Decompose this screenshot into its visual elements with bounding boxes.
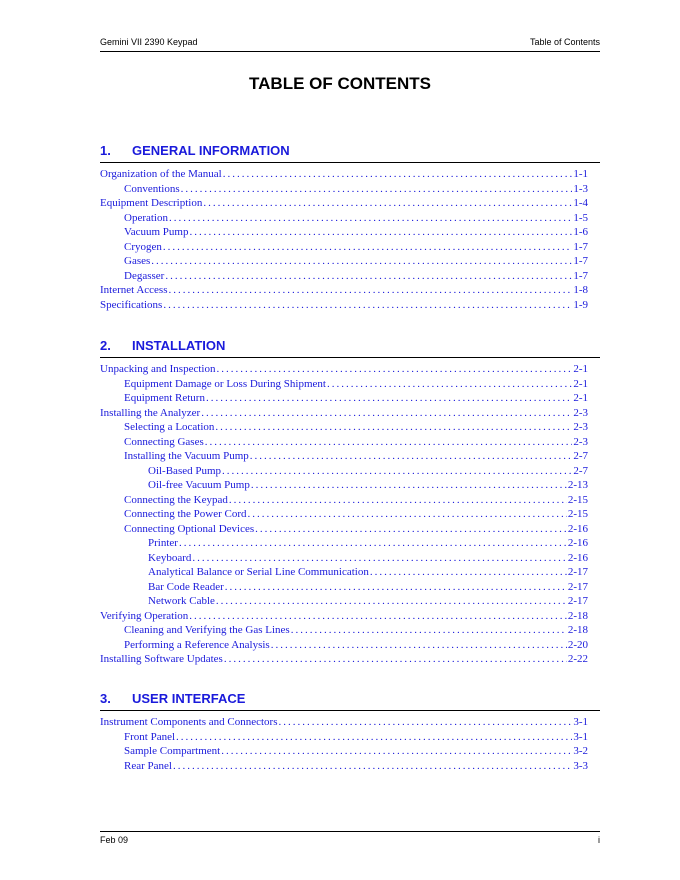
toc-dot-leader (255, 522, 567, 537)
toc-entry[interactable] (100, 225, 600, 240)
toc-dot-leader (205, 435, 573, 450)
section-general-information (100, 143, 600, 312)
toc-dot-leader (206, 391, 572, 406)
toc-dot-leader (169, 283, 573, 298)
toc-entry[interactable] (100, 759, 600, 774)
footer-page-number: i (598, 835, 600, 845)
toc-dot-leader (203, 196, 572, 211)
toc-entry-label: Operation (124, 211, 168, 224)
toc-entry-label: Installing Software Updates (100, 653, 223, 665)
toc-dot-leader (271, 638, 567, 653)
toc-dot-leader (250, 449, 573, 464)
toc-entry-label: Oil-Based Pump (148, 464, 222, 477)
toc-entry[interactable] (100, 638, 600, 653)
toc-entry-label: Vacuum Pump (124, 226, 189, 238)
toc-entry-label: Degasser (124, 269, 165, 282)
toc-entry[interactable] (100, 522, 600, 537)
toc-entry-label: Organization of the Manual (100, 168, 222, 180)
toc-entry[interactable] (100, 580, 600, 595)
toc-entry-page: 2-15 (567, 508, 588, 520)
toc-dot-leader (151, 254, 572, 269)
page-title: TABLE OF CONTENTS (249, 74, 431, 93)
toc-entry-page: 1-7 (573, 255, 588, 267)
toc-entry-page: 2-17 (567, 595, 588, 607)
toc-entry-label: Network Cable (148, 595, 215, 607)
toc-entry-page: 1-7 (573, 269, 588, 282)
toc-entry[interactable] (100, 182, 600, 197)
section-user-interface (100, 691, 600, 773)
toc-entry[interactable] (100, 609, 600, 624)
toc-dot-leader (248, 507, 567, 522)
toc-entry-label: Printer (148, 537, 178, 549)
toc-entry[interactable] (100, 269, 600, 284)
section-number: 3. (100, 691, 111, 706)
toc-entry-page: 2-3 (573, 406, 588, 419)
toc-dot-leader (163, 240, 572, 255)
toc-entry[interactable] (100, 744, 600, 759)
footer-date: Feb 09 (100, 835, 129, 845)
toc-entry[interactable] (100, 391, 600, 406)
section-title: GENERAL INFORMATION (132, 143, 290, 158)
toc-dot-leader (173, 759, 572, 774)
section-heading (100, 143, 600, 163)
toc-entry-label: Front Panel (124, 730, 176, 743)
toc-dot-leader (192, 551, 566, 566)
toc-dot-leader (189, 609, 567, 624)
toc-entry-page: 1-3 (573, 182, 588, 195)
section-heading (100, 691, 600, 711)
toc-entry-page: 2-3 (573, 435, 588, 448)
toc-entry-label: Sample Compartment (124, 745, 221, 757)
toc-dot-leader (251, 478, 567, 493)
toc-entry[interactable] (100, 196, 600, 211)
toc-entry-page: 2-1 (573, 377, 588, 390)
toc-entry-page: 3-1 (573, 716, 588, 728)
toc-entry[interactable] (100, 715, 600, 730)
toc-entry-page: 1-6 (573, 226, 588, 238)
section-number: 2. (100, 338, 111, 353)
toc-entry-page: 2-15 (567, 493, 588, 506)
toc-entry[interactable] (100, 240, 600, 255)
toc-entry-label: Internet Access (100, 284, 168, 296)
toc-entry-page: 3-1 (573, 730, 588, 743)
header-section-title: Table of Contents (529, 37, 600, 47)
toc-dot-leader (176, 730, 572, 745)
toc-entry-label: Performing a Reference Analysis (124, 638, 270, 651)
toc-entry[interactable] (100, 478, 600, 493)
toc-entry-label: Instrument Components and Connectors (100, 716, 278, 728)
toc-entry-label: Conventions (124, 182, 180, 195)
toc-list (100, 715, 600, 773)
toc-dot-leader (222, 464, 572, 479)
toc-entry-page: 1-7 (573, 240, 588, 253)
section-title: INSTALLATION (132, 338, 226, 353)
toc-entry-page: 3-2 (573, 745, 588, 757)
section-installation (100, 338, 600, 667)
toc-entry[interactable] (100, 507, 600, 522)
toc-entry-label: Equipment Damage or Loss During Shipment (124, 377, 326, 390)
toc-entry-label: Selecting a Location (124, 421, 215, 433)
toc-dot-leader (221, 744, 572, 759)
toc-list (100, 362, 600, 667)
toc-dot-leader (215, 420, 572, 435)
toc-dot-leader (279, 715, 573, 730)
toc-entry[interactable] (100, 420, 600, 435)
toc-entry[interactable] (100, 623, 600, 638)
toc-dot-leader (291, 623, 567, 638)
toc-dot-leader (370, 565, 567, 580)
toc-entry[interactable] (100, 652, 600, 667)
toc-dot-leader (327, 377, 572, 392)
toc-entry-page: 2-3 (573, 421, 588, 433)
toc-entry-page: 2-18 (567, 624, 588, 636)
toc-entry-label: Connecting the Power Cord (124, 508, 247, 520)
toc-entry-page: 2-1 (573, 392, 588, 404)
toc-entry[interactable] (100, 377, 600, 392)
toc-entry[interactable] (100, 167, 600, 182)
toc-entry-page: 2-20 (567, 638, 588, 651)
toc-entry[interactable] (100, 298, 600, 313)
section-title: USER INTERFACE (132, 691, 246, 706)
toc-dot-leader (216, 362, 572, 377)
toc-entry-label: Gases (124, 255, 151, 267)
toc-entry-page: 2-7 (573, 464, 588, 477)
toc-entry[interactable] (100, 435, 600, 450)
toc-entry-page: 1-1 (573, 168, 588, 180)
toc-entry-label: Keyboard (148, 551, 192, 564)
toc-entry-page: 3-3 (573, 759, 588, 772)
toc-dot-leader (189, 225, 572, 240)
toc-entry[interactable] (100, 406, 600, 421)
toc-entry[interactable] (100, 493, 600, 508)
toc-entry-label: Connecting Optional Devices (124, 522, 255, 535)
toc-entry-label: Analytical Balance or Serial Line Communication (148, 566, 369, 578)
toc-entry[interactable] (100, 362, 600, 377)
toc-entry-label: Equipment Description (100, 197, 203, 209)
section-heading (100, 338, 600, 358)
toc-entry-page: 2-22 (567, 653, 588, 665)
toc-entry-label: Installing the Vacuum Pump (124, 450, 249, 462)
toc-entry-page: 2-17 (567, 580, 588, 593)
toc-list (100, 167, 600, 312)
toc-entry[interactable] (100, 211, 600, 226)
toc-entry-page: 1-9 (573, 298, 588, 311)
toc-entry-label: Connecting the Keypad (124, 493, 228, 506)
toc-entry-label: Verifying Operation (100, 609, 189, 622)
toc-dot-leader (181, 182, 573, 197)
toc-dot-leader (163, 298, 572, 313)
toc-entry-page: 2-18 (567, 609, 588, 622)
toc-dot-leader (169, 211, 572, 226)
toc-entry[interactable] (100, 551, 600, 566)
toc-entry-label: Unpacking and Inspection (100, 363, 216, 375)
page-footer (100, 831, 600, 845)
toc-entry-label: Cleaning and Verifying the Gas Lines (124, 624, 290, 636)
toc-entry-label: Cryogen (124, 240, 162, 253)
toc-entry-page: 1-4 (573, 197, 588, 209)
toc-entry[interactable] (100, 730, 600, 745)
toc-entry-label: Oil-free Vacuum Pump (148, 479, 250, 491)
toc-entry-page: 2-1 (573, 363, 588, 375)
toc-dot-leader (165, 269, 572, 284)
toc-entry[interactable] (100, 536, 600, 551)
toc-entry[interactable] (100, 283, 600, 298)
toc-entry-page: 1-5 (573, 211, 588, 224)
toc-dot-leader (225, 580, 567, 595)
toc-entry-page: 1-8 (573, 284, 588, 296)
toc-entry-label: Connecting Gases (124, 435, 204, 448)
toc-entry-label: Equipment Return (124, 392, 205, 404)
header-document-title: Gemini VII 2390 Keypad (100, 37, 198, 47)
toc-entry-label: Rear Panel (124, 759, 172, 772)
toc-entry[interactable] (100, 254, 600, 269)
toc-entry-label: Specifications (100, 298, 163, 311)
toc-entry-label: Bar Code Reader (148, 580, 224, 593)
toc-entry[interactable] (100, 464, 600, 479)
toc-entry-label: Installing the Analyzer (100, 406, 201, 419)
page-header (100, 37, 600, 52)
toc-dot-leader (224, 652, 567, 667)
toc-dot-leader (179, 536, 567, 551)
section-number: 1. (100, 143, 111, 158)
toc-entry-page: 2-17 (567, 566, 588, 578)
toc-dot-leader (201, 406, 572, 421)
toc-entry[interactable] (100, 594, 600, 609)
toc-dot-leader (216, 594, 567, 609)
toc-entry[interactable] (100, 449, 600, 464)
toc-dot-leader (229, 493, 567, 508)
toc-entry-page: 2-16 (567, 522, 588, 535)
toc-entry-page: 2-16 (567, 551, 588, 564)
toc-entry[interactable] (100, 565, 600, 580)
toc-entry-page: 2-13 (567, 479, 588, 491)
toc-dot-leader (223, 167, 573, 182)
toc-entry-page: 2-7 (573, 450, 588, 462)
toc-entry-page: 2-16 (567, 537, 588, 549)
